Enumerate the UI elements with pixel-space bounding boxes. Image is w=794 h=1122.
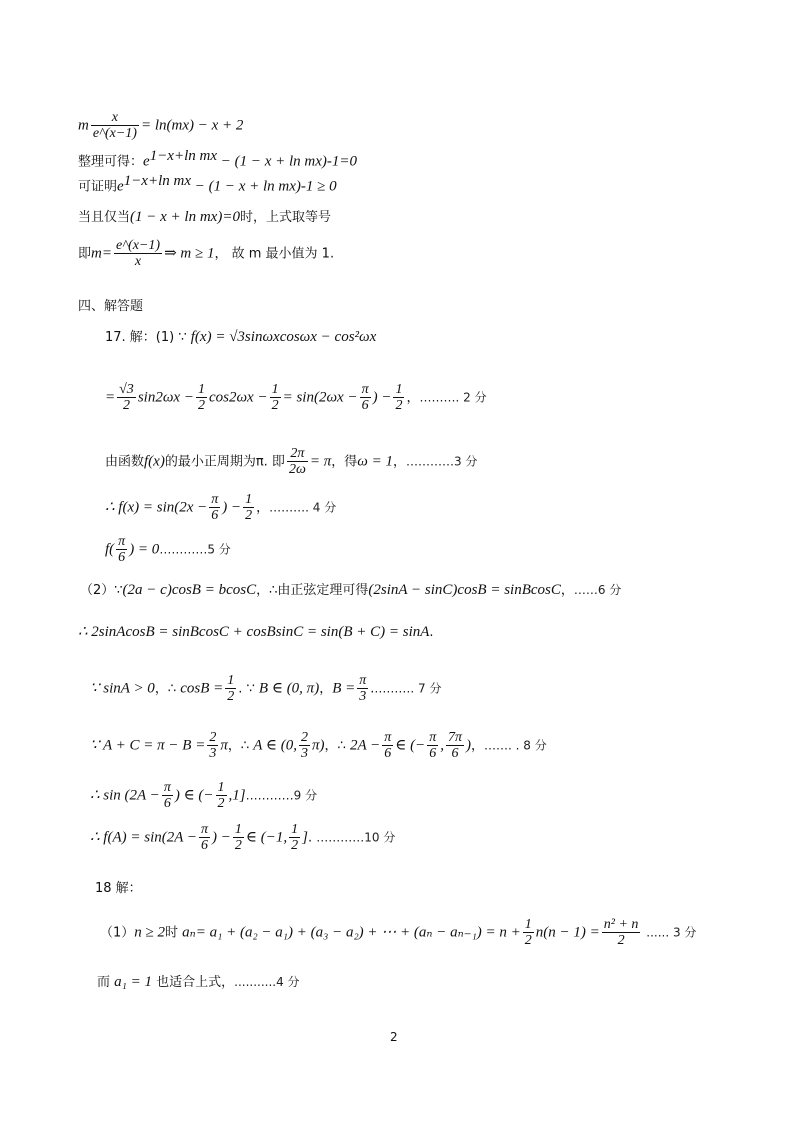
math-expression: , xyxy=(440,737,444,754)
math-expression: = sin(2ωx − xyxy=(282,389,358,406)
text-segment: ， 故 m 最小值为 1. xyxy=(214,246,335,262)
text-segment: （2）∵ xyxy=(80,583,123,598)
math-expression: ,1] xyxy=(228,787,246,804)
problem-18-heading xyxy=(95,878,142,899)
fraction xyxy=(209,492,220,523)
fraction xyxy=(360,382,371,413)
fraction xyxy=(382,730,393,761)
text-segment: （1） xyxy=(100,925,135,941)
fraction-numerator: 1 xyxy=(234,822,242,837)
problem-17-part2-line-5 xyxy=(90,780,317,811)
fraction xyxy=(225,673,236,704)
fraction xyxy=(289,822,300,853)
problem-18-line-1 xyxy=(100,917,696,948)
fraction-denominator: 6 xyxy=(429,746,437,761)
math-expression: sin2ωx − xyxy=(137,389,194,406)
fraction-denominator: 2 xyxy=(217,796,225,811)
text-segment: 整理可得： xyxy=(78,154,144,170)
fraction-denominator: 3 xyxy=(301,746,309,761)
math-expression: ) − xyxy=(212,829,231,846)
problem-17-line-1 xyxy=(105,327,376,348)
math-expression: m= xyxy=(91,245,112,262)
fraction-denominator: 6 xyxy=(201,838,208,853)
math-expression: B = xyxy=(332,680,356,697)
text-segment: ，∴由正弦定理可得 xyxy=(256,583,369,598)
problem-17-part2-line-3 xyxy=(90,673,442,704)
fraction-denominator: 6 xyxy=(361,398,369,413)
text-segment: ， xyxy=(560,583,574,598)
fraction-numerator: √3 xyxy=(119,382,134,397)
fraction-denominator: 2 xyxy=(227,689,235,704)
problem-17-line-3 xyxy=(105,446,477,477)
fraction-numerator: 2 xyxy=(209,730,217,745)
derivation-line-3 xyxy=(78,171,337,198)
fraction-numerator: π xyxy=(429,730,437,745)
math-expression: f( xyxy=(105,541,115,558)
problem-17-part2-line-1 xyxy=(80,580,621,601)
math-expression: = ln(mx) − x + 2 xyxy=(140,117,244,134)
fraction-denominator: 6 xyxy=(384,746,392,761)
problem-17-line-2 xyxy=(105,382,487,413)
fraction xyxy=(196,382,207,413)
math-expression: ] xyxy=(302,829,308,846)
math-expression: ∵ A + C = π − B = xyxy=(90,737,206,754)
text-segment: 即 xyxy=(78,246,92,262)
fraction xyxy=(114,238,162,269)
math-expression: ) − xyxy=(222,499,242,516)
text-segment: 四、解答题 xyxy=(78,299,144,314)
text-segment: ， xyxy=(470,738,484,754)
math-expression: cos2ωx − xyxy=(208,389,268,406)
fraction-numerator: 1 xyxy=(217,780,225,795)
math-expression: ) ∈ (− xyxy=(174,787,214,804)
fraction-denominator: 2ω xyxy=(288,462,306,477)
text-segment: 而 xyxy=(97,975,115,990)
math-expression: ⇒ m ≥ 1 xyxy=(164,245,215,262)
score-marker: ………. 7 分 xyxy=(374,681,442,696)
fraction-denominator: 2 xyxy=(395,398,403,413)
score-marker: …………10 分 xyxy=(316,830,396,845)
fraction xyxy=(287,446,308,477)
text-segment: 当且仅当 xyxy=(78,210,131,225)
section-heading xyxy=(78,296,143,317)
score-marker: …………3 分 xyxy=(405,454,478,469)
derivation-line-1 xyxy=(78,110,243,141)
math-expression: π) xyxy=(312,737,325,754)
math-expression: 2A − xyxy=(349,737,381,754)
fraction-denominator: 6 xyxy=(211,508,219,523)
fraction xyxy=(393,382,404,413)
fraction xyxy=(602,917,641,948)
fraction-numerator: n² + n xyxy=(603,917,639,932)
fraction-numerator: π xyxy=(359,673,367,688)
fraction-numerator: 1 xyxy=(395,382,403,397)
fraction-numerator: 2π xyxy=(287,446,308,462)
math-expression: (2a − c)cosB = bcosC xyxy=(122,582,257,598)
fraction-denominator: x xyxy=(134,254,142,269)
problem-17-part2-line-6 xyxy=(90,822,395,853)
fraction-numerator: 1 xyxy=(291,822,299,837)
math-expression: f(x) = √3sinωxcosωx − cos²ωx xyxy=(190,329,377,345)
fraction-numerator: π xyxy=(211,492,219,507)
fraction-numerator: π xyxy=(118,534,126,549)
fraction-denominator: 2 xyxy=(197,398,205,413)
fraction-denominator: 2 xyxy=(271,398,279,413)
math-expression: ω = 1 xyxy=(357,453,393,470)
score-marker: ……. . 8 分 xyxy=(484,738,547,753)
text-segment: 18 解： xyxy=(95,881,142,896)
score-marker: ...........4 分 xyxy=(234,975,300,989)
fraction xyxy=(299,730,310,761)
fraction-denominator: 3 xyxy=(359,689,367,704)
math-expression: (2sinA − sinC)cosB = sinBcosC xyxy=(368,582,561,598)
fraction xyxy=(117,382,136,413)
math-expression: cosB = xyxy=(180,680,224,697)
math-expression: f(x) xyxy=(144,453,165,470)
derivation-line-2 xyxy=(78,146,357,173)
problem-18-line-2 xyxy=(97,972,300,993)
math-expression: = xyxy=(105,389,116,406)
fraction-numerator: 1 xyxy=(524,917,532,932)
math-expression: ) − xyxy=(372,389,392,406)
math-expression: − (1 − x + ln mx)-1=0 xyxy=(217,153,358,170)
math-expression: ) xyxy=(465,737,471,754)
math-expression: ∵ sinA > 0 xyxy=(90,680,155,697)
math-expression: aₙ= a₁ + (a₂ − a₁) + (a₃ − a₂) + ⋯ + (aₙ − aₙ₋₁) = n + xyxy=(182,924,521,941)
math-expression: ∴ f(A) = sin(2A − xyxy=(90,829,197,846)
fraction-denominator: 6 xyxy=(451,746,459,761)
fraction xyxy=(243,492,254,523)
fraction-denominator: 2 xyxy=(291,838,299,853)
fraction-numerator: 1 xyxy=(227,673,235,688)
fraction-denominator: 2 xyxy=(245,508,253,523)
fraction xyxy=(357,673,368,704)
math-expression: ∴ f(x) = sin(2x − xyxy=(105,499,208,516)
fraction-denominator: 2 xyxy=(234,838,242,853)
fraction xyxy=(207,730,218,761)
exponent: 1−x+ln mx xyxy=(123,173,191,189)
text-segment: 也适合上式， xyxy=(151,975,235,990)
text-segment: ， xyxy=(406,390,420,406)
text-segment: ，∴ xyxy=(154,681,181,697)
fraction-numerator: 7π xyxy=(447,730,462,745)
fraction xyxy=(523,917,534,948)
math-expression: e xyxy=(143,153,150,170)
fraction-denominator: 2 xyxy=(524,933,532,948)
math-expression: A ∈ (0, xyxy=(253,737,298,754)
fraction-numerator: π xyxy=(163,780,171,795)
derivation-line-4 xyxy=(78,207,331,228)
fraction xyxy=(199,822,210,853)
text-segment: 由函数 xyxy=(105,454,145,470)
text-segment: 可证明 xyxy=(78,179,118,195)
text-segment: . ∵ xyxy=(238,681,259,697)
exponent: 1−x+ln mx xyxy=(149,148,217,164)
score-marker: …………5 分 xyxy=(159,542,231,557)
fraction xyxy=(116,534,127,565)
text-segment: ，∴ xyxy=(324,738,350,754)
fraction-numerator: π xyxy=(201,822,209,837)
text-segment: . xyxy=(370,681,375,697)
fraction xyxy=(446,730,464,761)
math-expression: ∴ 2sinAcosB = sinBcosC + cosBsinC = sin(B + C) = sinA xyxy=(78,624,430,640)
text-segment: 时 xyxy=(165,925,183,941)
math-expression: ∴ sin (2A − xyxy=(90,787,160,804)
fraction xyxy=(233,822,244,853)
math-expression: ∈ (− xyxy=(395,737,426,754)
fraction-denominator: 2 xyxy=(122,398,130,413)
derivation-line-5 xyxy=(78,238,334,269)
fraction-numerator: 1 xyxy=(271,382,279,397)
fraction-numerator: π xyxy=(361,382,369,397)
fraction-numerator: π xyxy=(384,730,392,745)
math-expression: = π xyxy=(309,453,332,470)
score-marker: …………9 分 xyxy=(245,788,318,803)
math-expression: n ≥ 2 xyxy=(134,924,166,941)
math-expression: − (1 − x + ln mx)-1 ≥ 0 xyxy=(191,178,337,195)
text-segment: 时，上式取等号 xyxy=(239,210,331,225)
fraction-numerator: x xyxy=(91,110,139,126)
math-expression: n(n − 1) = xyxy=(535,924,600,941)
text-segment: ， xyxy=(392,454,406,470)
score-marker: ………. 4 分 xyxy=(269,500,337,515)
math-expression: (1 − x + ln mx)=0 xyxy=(130,209,240,225)
text-segment: ，得 xyxy=(331,454,358,470)
math-expression: B ∈ (0, π) xyxy=(258,680,320,697)
fraction xyxy=(270,382,281,413)
problem-17-part2-line-4 xyxy=(90,730,547,761)
fraction-numerator: 1 xyxy=(245,492,253,507)
fraction-numerator: 2 xyxy=(301,730,309,745)
text-segment: . xyxy=(307,830,317,846)
text-segment: ， xyxy=(319,681,333,697)
score-marker: ...... 3 分 xyxy=(642,925,697,940)
text-segment: 17. 解：(1) ∵ xyxy=(105,330,191,345)
score-marker: ………. 2 分 xyxy=(419,390,487,405)
fraction-numerator: e^(x−1) xyxy=(115,238,161,253)
math-expression: e xyxy=(117,178,124,195)
math-expression: ) = 0 xyxy=(129,541,160,558)
text-segment: 的最小正周期为π. 即 xyxy=(164,454,285,470)
fraction-numerator: 1 xyxy=(197,382,205,397)
fraction-denominator: 3 xyxy=(209,746,217,761)
fraction xyxy=(162,780,173,811)
text-segment: ，∴ xyxy=(227,738,254,754)
fraction xyxy=(216,780,227,811)
problem-17-line-5 xyxy=(105,534,231,565)
score-marker: ……6 分 xyxy=(573,583,622,597)
fraction-denominator: 6 xyxy=(118,550,126,565)
page-number: 2 xyxy=(390,1030,398,1044)
math-expression: m xyxy=(78,117,89,134)
fraction-denominator: 2 xyxy=(617,933,625,948)
text-segment: ， xyxy=(256,500,270,516)
text-segment: . xyxy=(429,625,434,640)
fraction xyxy=(427,730,438,761)
problem-17-line-4 xyxy=(105,492,336,523)
problem-17-part2-line-2 xyxy=(78,622,434,643)
math-expression: a₁ = 1 xyxy=(114,974,152,990)
math-expression: π xyxy=(220,737,228,754)
fraction-denominator: 6 xyxy=(163,796,171,811)
math-expression: ∈ (−1, xyxy=(245,829,288,846)
fraction-denominator: e^(x−1) xyxy=(92,126,137,141)
fraction xyxy=(91,110,139,141)
